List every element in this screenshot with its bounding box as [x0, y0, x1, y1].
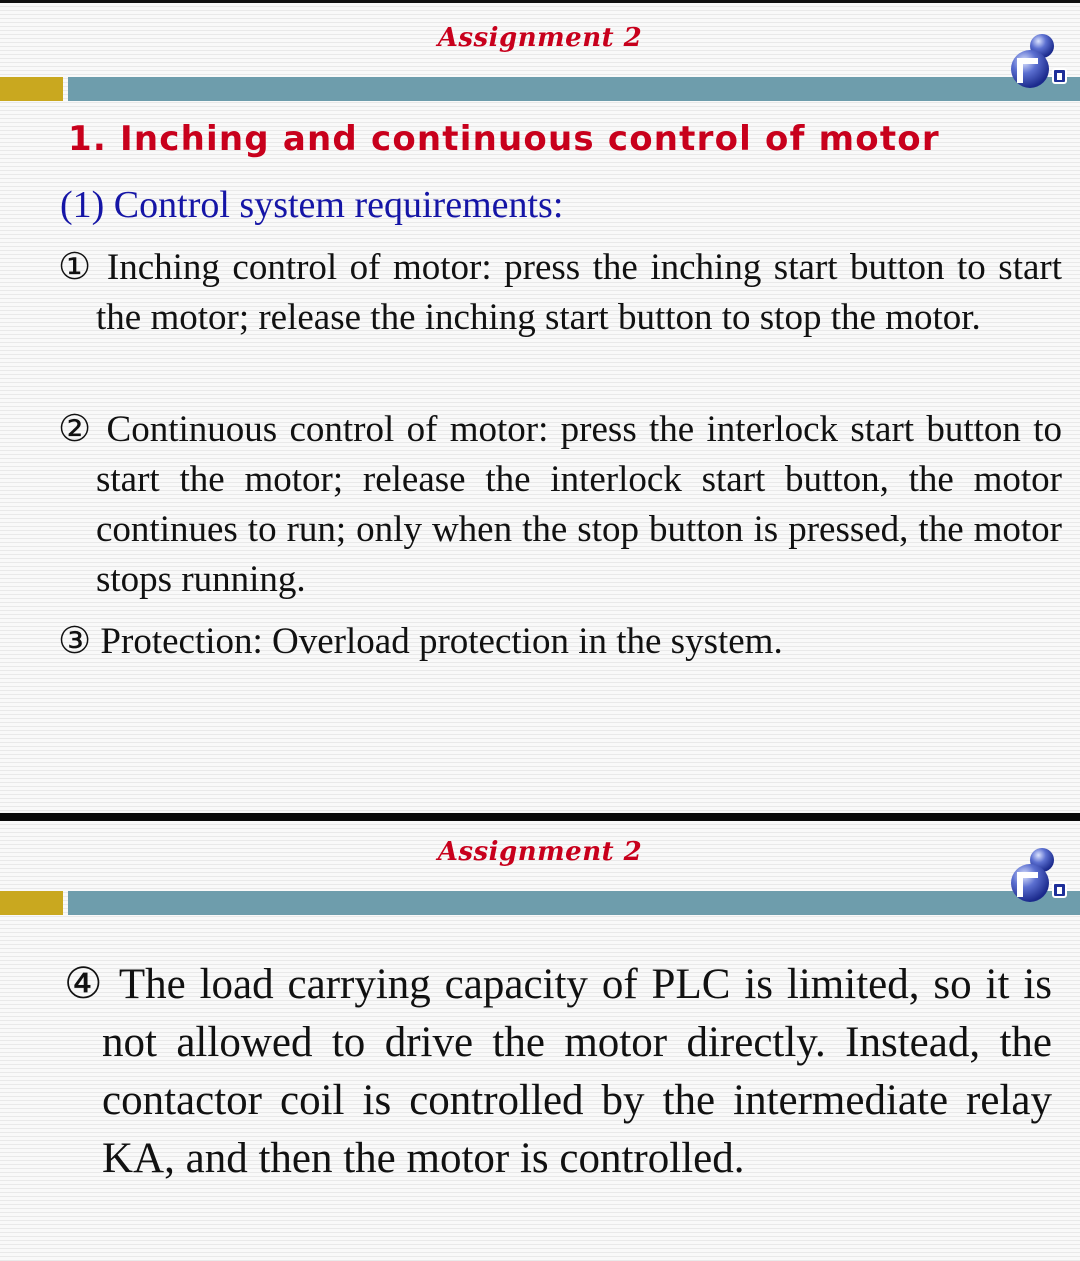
requirement-text: ③ Protection: Overload protection in the system. [58, 621, 783, 662]
blue-spheres-logo-icon [1008, 847, 1068, 903]
requirement-item-1 [58, 243, 1062, 343]
slide-header-title: Assignment 2 [437, 837, 643, 867]
requirement-item-2 [58, 405, 1062, 605]
slide-2 [0, 821, 1080, 1261]
blue-spheres-logo-icon [1008, 33, 1068, 89]
subheading: (1) Control system requirements: [60, 184, 564, 226]
gold-accent-block [0, 77, 63, 101]
header-bar [68, 77, 1080, 101]
requirement-item-4: ④ The load carrying capacity of PLC is limited, so it is not allowed to drive the motor directly. Instead, the contactor coil is controlled by the intermediate relay KA, and then the motor is controlled. [64, 961, 1052, 1182]
requirement-item-3 [58, 617, 1062, 667]
slide-divider [0, 813, 1080, 821]
requirement-text: ② Continuous control of motor: press the interlock start button to start the motor; release the interlock start button, the motor continues to run; only when the stop button is pressed, the motor stops running. [58, 409, 1062, 600]
slide-header-title: Assignment 2 [437, 23, 643, 53]
requirement-text: ① Inching control of motor: press the inching start button to start the motor; release the inching start button to stop the motor. [58, 247, 1062, 338]
header-bar [68, 891, 1080, 915]
section-heading: 1. Inching and continuous control of motor [68, 119, 940, 159]
gold-accent-block [0, 891, 63, 915]
